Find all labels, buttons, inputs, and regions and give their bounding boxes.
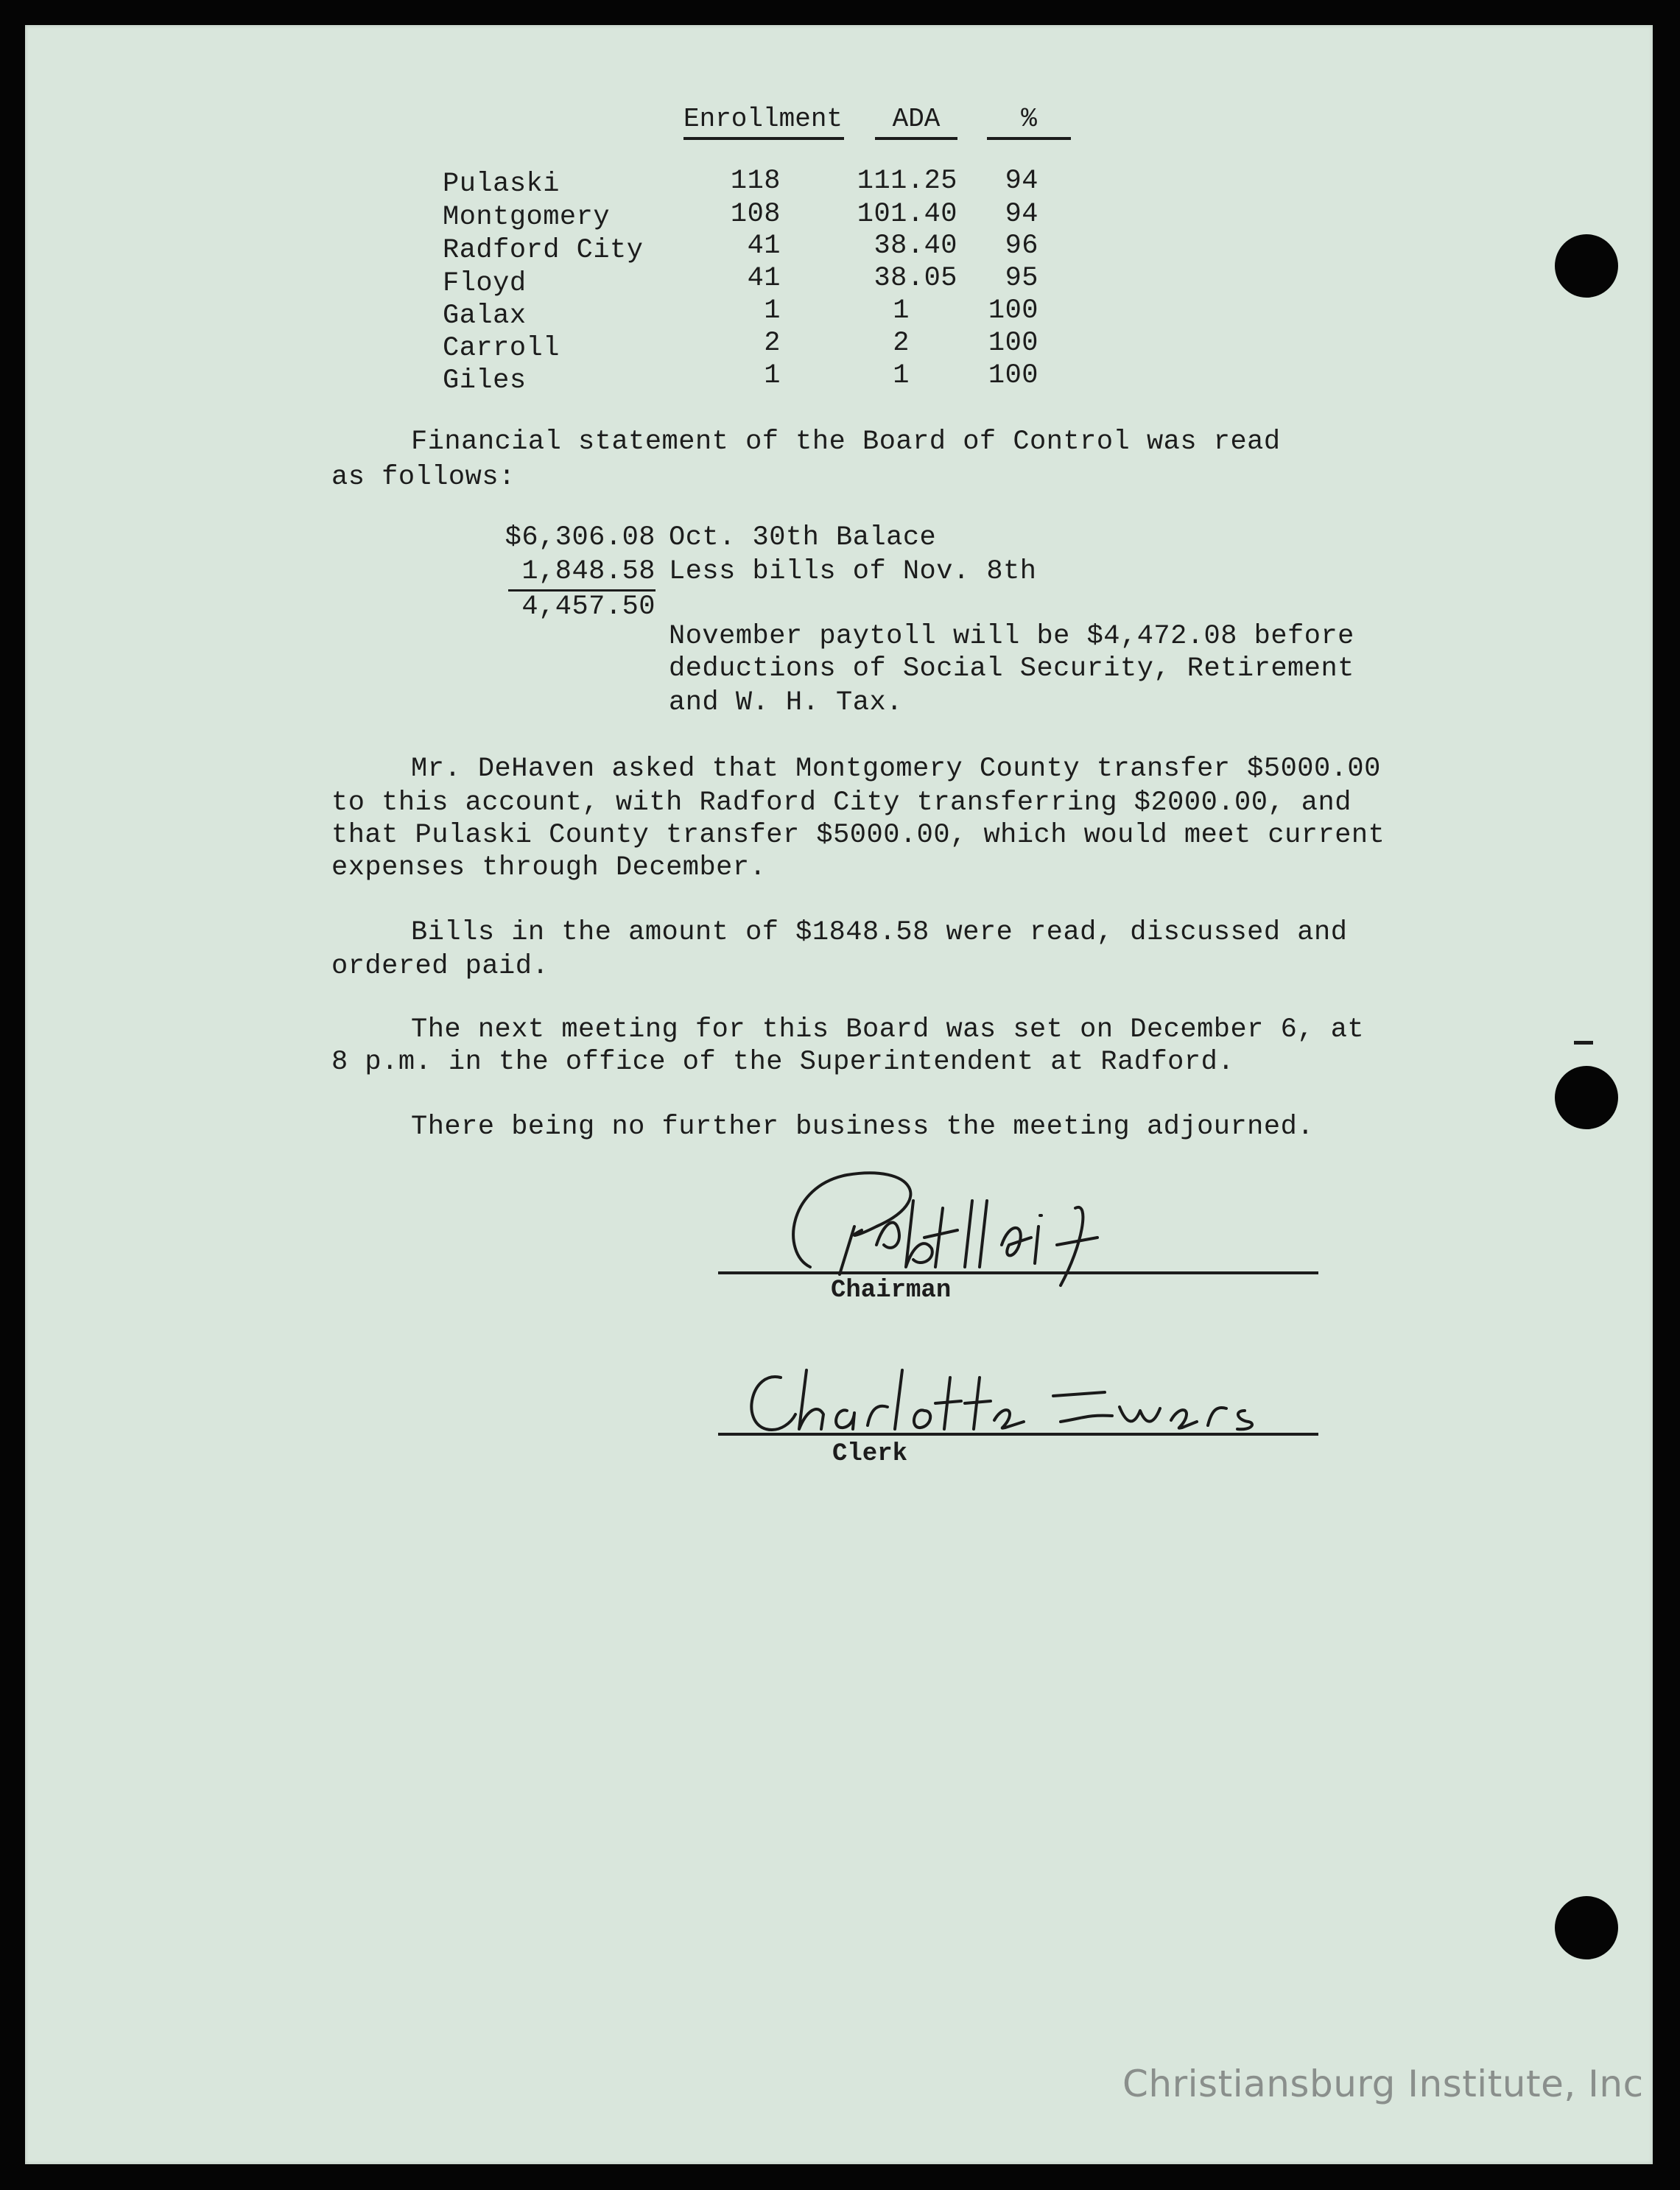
bills-amount: 1,848.58: [521, 556, 656, 587]
percent-value: 100: [988, 360, 1038, 391]
county-name: Pulaski: [443, 169, 560, 200]
ada-value: 111.25: [857, 166, 957, 197]
header-enrollment: Enrollment: [683, 103, 844, 140]
enrollment-value: 41: [747, 231, 781, 262]
percent-value: 95: [1005, 263, 1038, 294]
enrollment-value: 41: [747, 263, 781, 294]
financial-intro: as follows:: [331, 462, 516, 493]
clerk-signature-line: [718, 1433, 1318, 1436]
county-name: Galax: [443, 301, 527, 331]
county-name: Montgomery: [443, 202, 611, 233]
next-meeting-paragraph: The next meeting for this Board was set on December 6, at: [411, 1014, 1365, 1045]
enrollment-value: 1: [764, 360, 781, 391]
enrollment-value: 1: [764, 295, 781, 326]
watermark: Christiansburg Institute, Inc: [1122, 2063, 1644, 2105]
ada-value: 101.40: [857, 199, 957, 230]
county-name: Carroll: [443, 333, 560, 364]
percent-value: 100: [988, 328, 1038, 359]
clerk-signature: [737, 1363, 1311, 1444]
adjourn-paragraph: There being no further business the meeting adjourned.: [411, 1112, 1314, 1143]
financial-intro: Financial statement of the Board of Control was read: [411, 427, 1281, 457]
bills-paragraph: Bills in the amount of $1848.58 were read, discussed and: [411, 917, 1348, 948]
remaining-amount: 4,457.50: [521, 592, 656, 622]
chairman-signature-line: [718, 1271, 1318, 1274]
bills-label: Less bills of Nov. 8th: [669, 556, 1037, 587]
county-name: Giles: [443, 365, 527, 396]
ada-value: 1: [893, 360, 910, 391]
balance-amount: $6,306.08: [505, 522, 656, 553]
binder-hole: [1555, 1896, 1618, 1959]
payroll-note: November paytoll will be $4,472.08 before: [669, 621, 1354, 652]
percent-value: 96: [1005, 231, 1038, 262]
county-name: Floyd: [443, 268, 527, 299]
enrollment-value: 118: [730, 166, 781, 197]
binder-hole: [1555, 1066, 1618, 1129]
ada-value: 38.40: [874, 231, 957, 262]
enrollment-value: 108: [730, 199, 781, 230]
balance-label: Oct. 30th Balace: [669, 522, 937, 553]
clerk-label: Clerk: [832, 1440, 908, 1468]
payroll-note: deductions of Social Security, Retirement: [669, 653, 1354, 684]
dehaven-paragraph: that Pulaski County transfer $5000.00, which would meet current: [331, 820, 1385, 851]
county-name: Radford City: [443, 235, 644, 266]
stray-mark: [1574, 1041, 1593, 1045]
percent-value: 94: [1005, 166, 1038, 197]
bills-paragraph: ordered paid.: [331, 951, 549, 982]
dehaven-paragraph: expenses through December.: [331, 852, 767, 883]
header-ada: ADA: [875, 103, 957, 140]
dehaven-paragraph: Mr. DeHaven asked that Montgomery County transfer $5000.00: [411, 754, 1381, 785]
percent-value: 94: [1005, 199, 1038, 230]
chairman-label: Chairman: [831, 1277, 952, 1305]
binder-hole: [1555, 234, 1618, 298]
ada-value: 2: [893, 328, 910, 359]
dehaven-paragraph: to this account, with Radford City transferring $2000.00, and: [331, 787, 1352, 818]
ada-value: 38.05: [874, 263, 957, 294]
payroll-note: and W. H. Tax.: [669, 687, 903, 718]
next-meeting-paragraph: 8 p.m. in the office of the Superintendent at Radford.: [331, 1047, 1234, 1078]
ada-value: 1: [893, 295, 910, 326]
enrollment-value: 2: [764, 328, 781, 359]
header-percent: %: [987, 103, 1071, 140]
percent-value: 100: [988, 295, 1038, 326]
